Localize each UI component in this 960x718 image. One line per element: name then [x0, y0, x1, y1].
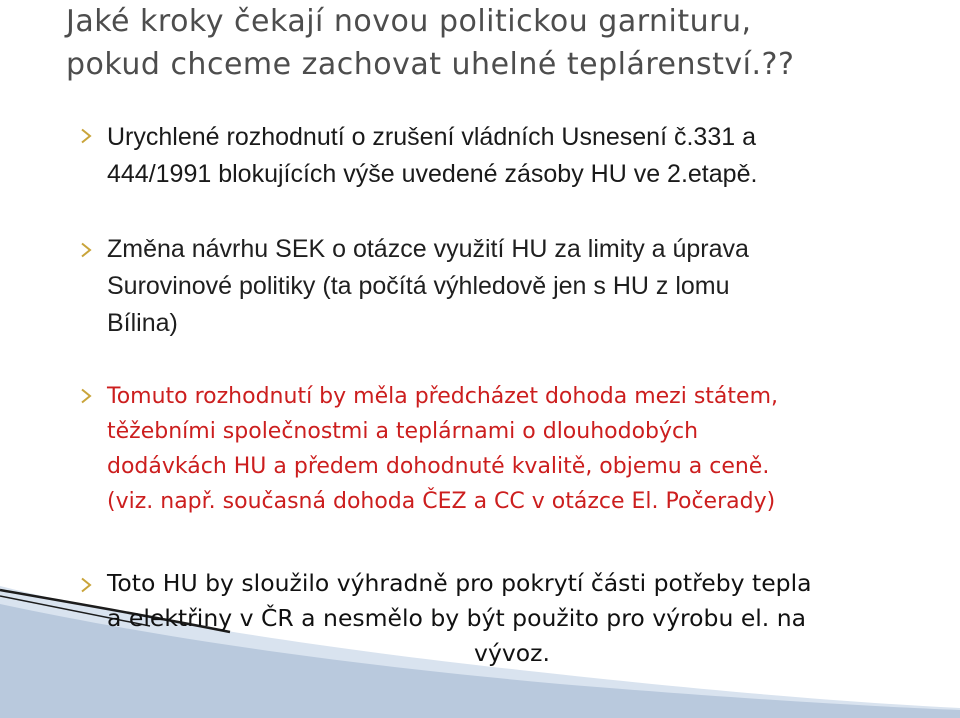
triangle-right-icon	[80, 388, 92, 404]
bullet-text-2	[107, 231, 957, 342]
triangle-right-icon	[80, 577, 92, 593]
bullet-4-line-2: a elektřiny v ČR a nesmělo by být použito pro výrobu el. na	[107, 604, 807, 632]
slide-title	[66, 0, 956, 86]
slide-title-line-1: Jaké kroky čekají novou politickou garnituru,	[66, 4, 752, 39]
bullet-2-line-1: Změna návrhu SEK o otázce využití HU za limity a úprava	[107, 235, 749, 263]
bullet-2-line-2: Surovinové politiky (ta počítá výhledově jen s HU z lomu	[107, 272, 730, 300]
bullet-text-1	[107, 119, 957, 193]
bullet-text-3	[107, 379, 957, 519]
triangle-right-icon	[80, 242, 92, 258]
slide-title-line-2: pokud chceme zachovat uhelné teplárenství.??	[66, 47, 795, 82]
bullet-3-line-3: dodávkách HU a předem dohodnuté kvalitě, objemu a ceně.	[107, 454, 770, 479]
bullet-4-line-3: vývoz.	[474, 639, 550, 667]
bullet-4-line-1: Toto HU by sloužilo výhradně pro pokrytí části potřeby tepla	[107, 569, 812, 597]
bullet-1-line-2: 444/1991 blokujících výše uvedené zásoby HU ve 2.etapě.	[107, 160, 758, 188]
bullet-3-line-4: (viz. např. současná dohoda ČEZ a CC v otázce El. Počerady)	[107, 489, 776, 514]
triangle-right-icon	[80, 128, 92, 144]
bullet-text-4	[107, 566, 957, 671]
bullet-1-line-1: Urychlené rozhodnutí o zrušení vládních Usnesení č.331 a	[107, 123, 756, 151]
bullet-2-line-3: Bílina)	[107, 309, 178, 337]
bullet-3-line-1: Tomuto rozhodnutí by měla předcházet dohoda mezi státem,	[107, 384, 778, 409]
bullet-3-line-2: těžebními společnostmi a teplárnami o dlouhodobých	[107, 419, 699, 444]
